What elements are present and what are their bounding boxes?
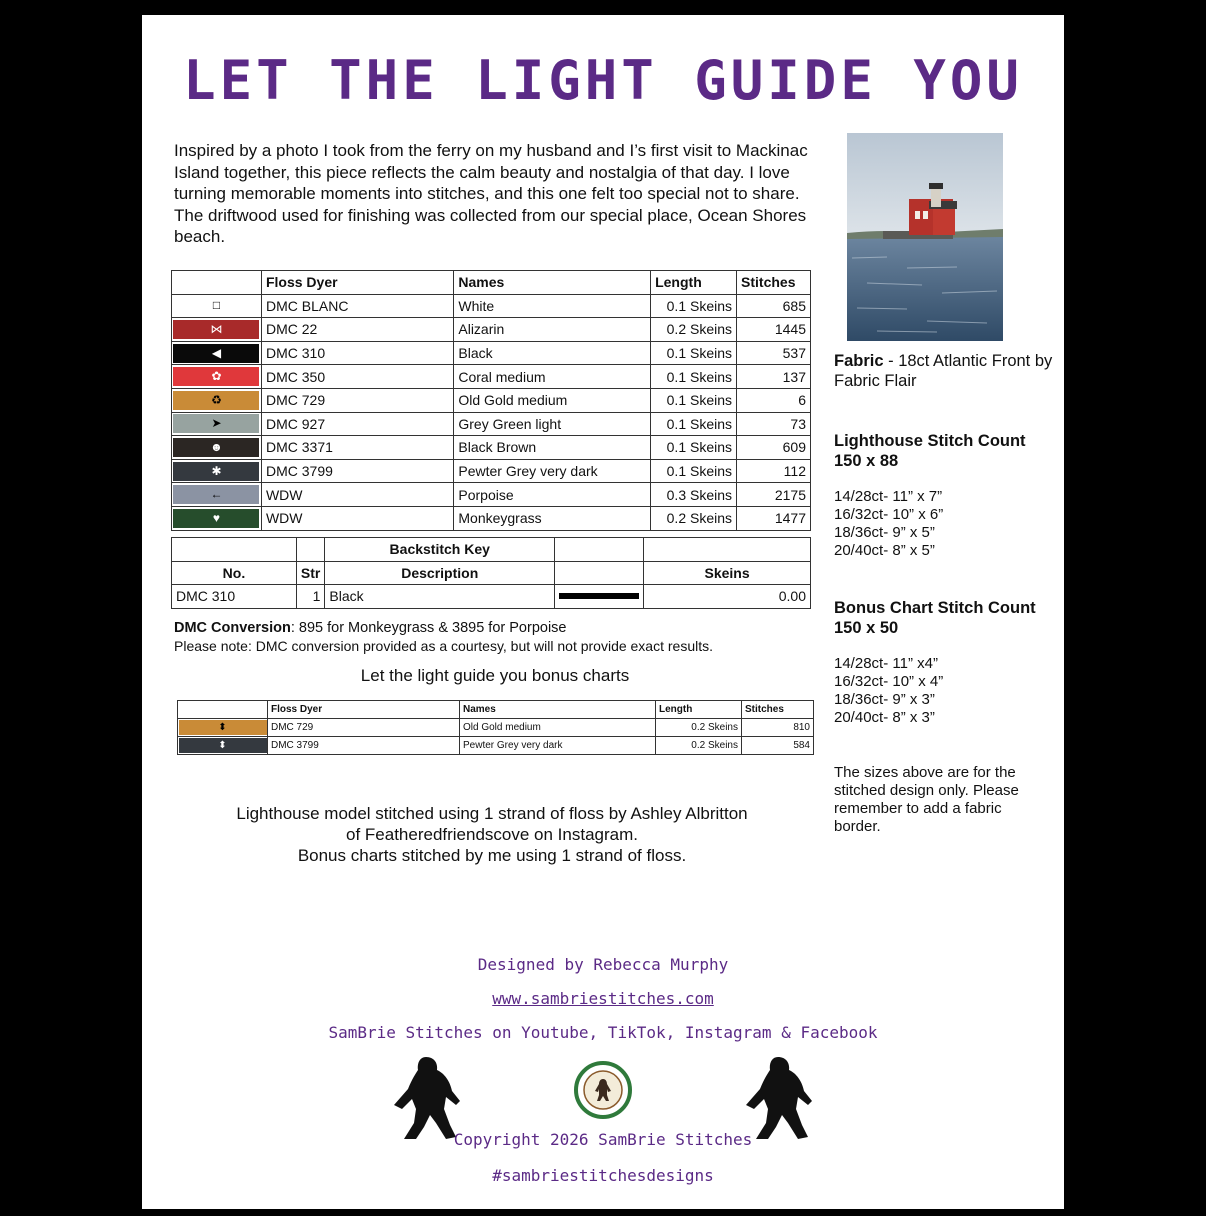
color-swatch-cell	[172, 436, 262, 460]
symbol-swatch-icon: ⋈	[173, 320, 259, 339]
header-names: Names	[454, 271, 651, 295]
cell-length: 0.1 Skeins	[651, 412, 737, 436]
cell-name: Old Gold medium	[454, 388, 651, 412]
cell-name: Old Gold medium	[460, 719, 656, 737]
bonus-header-row	[178, 701, 814, 719]
floss-body	[172, 294, 811, 530]
header-floss-dyer: Floss Dyer	[268, 701, 460, 719]
backstitch-str: 1	[296, 585, 324, 609]
size-line: 14/28ct- 11” x4”	[834, 655, 938, 672]
symbol-swatch-icon: ⬍	[179, 720, 267, 735]
cell-name: Porpoise	[454, 483, 651, 507]
cell-name: Pewter Grey very dark	[460, 737, 656, 755]
designer-line: Designed by Rebecca Murphy	[477, 955, 729, 974]
cell-length: 0.2 Skeins	[651, 506, 737, 530]
bonus-sizes	[834, 655, 1059, 727]
sizes-note: The sizes above are for the stitched design only. Please remember to add a fabric border.	[834, 764, 1019, 835]
cell-stitches: 685	[737, 294, 811, 318]
color-swatch-cell	[178, 719, 268, 737]
cell-stitches: 537	[737, 341, 811, 365]
floss-row	[172, 506, 811, 530]
cell-dyer: DMC 350	[261, 365, 453, 389]
lighthouse-count: 150 x 88	[834, 452, 899, 470]
size-line: 16/32ct- 10” x 6”	[834, 506, 944, 523]
cell-dyer: WDW	[261, 506, 453, 530]
credit-line: Lighthouse model stitched using 1 strand of floss by Ashley Albritton	[236, 804, 748, 823]
floss-row	[172, 318, 811, 342]
floss-row	[172, 365, 811, 389]
lighthouse-heading: Lighthouse Stitch Count	[834, 432, 1026, 450]
lighthouse-sizes	[834, 488, 1059, 560]
fabric-info	[834, 351, 1059, 391]
header-floss-dyer: Floss Dyer	[261, 271, 453, 295]
cell-name: Black	[454, 341, 651, 365]
symbol-swatch-icon: □	[173, 296, 259, 315]
size-line: 16/32ct- 10” x 4”	[834, 673, 944, 690]
header-stitches: Stitches	[742, 701, 814, 719]
backstitch-row	[172, 585, 811, 609]
symbol-swatch-icon: ⬍	[179, 738, 267, 753]
cell-length: 0.1 Skeins	[651, 436, 737, 460]
cell-stitches: 2175	[737, 483, 811, 507]
color-swatch-cell	[178, 737, 268, 755]
bonus-count-block	[834, 598, 1059, 638]
header-names: Names	[460, 701, 656, 719]
backstitch-no: DMC 310	[172, 585, 297, 609]
symbol-swatch-icon: ♥	[173, 509, 259, 528]
cell-stitches: 1445	[737, 318, 811, 342]
symbol-swatch-icon: ←	[173, 485, 259, 504]
intro-paragraph: Inspired by a photo I took from the ferry on my husband and I’s first visit to Mackinac Island together, this piece reflects the calm beauty and nostalgia of that day. I love turning memorable moments into stitches, and this one felt too special not to share. The driftwood used for finishing was collected from our special place, Ocean Shores beach.	[174, 141, 808, 246]
floss-table	[171, 270, 811, 531]
cell-dyer: DMC 729	[268, 719, 460, 737]
header-no: No.	[172, 561, 297, 585]
cell-name: White	[454, 294, 651, 318]
symbol-swatch-icon: ✿	[173, 367, 259, 386]
dmc-conversion	[174, 619, 834, 655]
conversion-note: Please note: DMC conversion provided as a courtesy, but will not provide exact results.	[174, 638, 713, 654]
bonus-heading: Bonus Chart Stitch Count	[834, 599, 1036, 617]
floss-row	[178, 719, 814, 737]
header-length: Length	[656, 701, 742, 719]
floss-row	[172, 388, 811, 412]
stitch-credits	[142, 803, 842, 866]
conversion-label: DMC Conversion	[174, 620, 291, 636]
backstitch-header-row	[172, 561, 811, 585]
cell-name: Pewter Grey very dark	[454, 459, 651, 483]
credit-line: of Featheredfriendscove on Instagram.	[346, 825, 638, 844]
website-link[interactable]: www.sambriestitches.com	[492, 989, 714, 1008]
size-line: 20/40ct- 8” x 3”	[834, 709, 935, 726]
cell-name: Monkeygrass	[454, 506, 651, 530]
cell-dyer: DMC 310	[261, 341, 453, 365]
cell-length: 0.2 Skeins	[656, 737, 742, 755]
header-skeins: Skeins	[644, 561, 811, 585]
conversion-text: : 895 for Monkeygrass & 3895 for Porpoise	[290, 620, 567, 636]
cell-stitches: 73	[737, 412, 811, 436]
cell-dyer: DMC BLANC	[261, 294, 453, 318]
header-str: Str	[296, 561, 324, 585]
header-stitches: Stitches	[737, 271, 811, 295]
backstitch-desc: Black	[325, 585, 555, 609]
bonus-body	[178, 719, 814, 755]
size-line: 20/40ct- 8” x 5”	[834, 542, 935, 559]
cell-dyer: DMC 927	[261, 412, 453, 436]
cell-stitches: 137	[737, 365, 811, 389]
cell-name: Coral medium	[454, 365, 651, 389]
symbol-swatch-icon: ♻	[173, 391, 259, 410]
cell-length: 0.2 Skeins	[651, 318, 737, 342]
symbol-swatch-icon: ➤	[173, 414, 259, 433]
cell-length: 0.2 Skeins	[656, 719, 742, 737]
size-line: 18/36ct- 9” x 5”	[834, 524, 935, 541]
header-symbol	[172, 271, 262, 295]
fabric-label: Fabric	[834, 352, 884, 370]
sambrie-logo	[574, 1061, 632, 1119]
lighthouse-count-block	[834, 431, 1059, 471]
color-swatch-cell	[172, 294, 262, 318]
cell-length: 0.3 Skeins	[651, 483, 737, 507]
header-symbol	[178, 701, 268, 719]
size-line: 14/28ct- 11” x 7”	[834, 488, 943, 505]
cell-length: 0.1 Skeins	[651, 388, 737, 412]
floss-row	[172, 459, 811, 483]
cell-length: 0.1 Skeins	[651, 459, 737, 483]
credit-line: Bonus charts stitched by me using 1 strand of floss.	[297, 846, 687, 865]
cell-length: 0.1 Skeins	[651, 341, 737, 365]
color-swatch-cell	[172, 459, 262, 483]
floss-row	[172, 294, 811, 318]
cell-dyer: DMC 3371	[261, 436, 453, 460]
cell-stitches: 584	[742, 737, 814, 755]
cell-dyer: DMC 22	[261, 318, 453, 342]
cell-dyer: DMC 729	[261, 388, 453, 412]
floss-row	[172, 412, 811, 436]
lighthouse-photo	[847, 133, 1003, 341]
size-line: 18/36ct- 9” x 3”	[834, 691, 935, 708]
cell-stitches: 1477	[737, 506, 811, 530]
header-length: Length	[651, 271, 737, 295]
bonus-title: Let the light guide you bonus charts	[360, 666, 630, 685]
cell-dyer: DMC 3799	[261, 459, 453, 483]
cell-length: 0.1 Skeins	[651, 365, 737, 389]
hashtag-line: #sambriestitchesdesigns	[492, 1166, 714, 1185]
backstitch-skeins: 0.00	[644, 585, 811, 609]
floss-header-row	[172, 271, 811, 295]
page-title: LET THE LIGHT GUIDE YOU	[183, 49, 1023, 112]
floss-row	[178, 737, 814, 755]
color-swatch-cell	[172, 318, 262, 342]
pattern-page	[142, 15, 1064, 1209]
symbol-swatch-icon: ◀	[173, 344, 259, 363]
header-description: Description	[325, 561, 555, 585]
backstitch-title: Backstitch Key	[325, 538, 555, 562]
floss-row	[172, 436, 811, 460]
backstitch-line-swatch	[559, 593, 639, 599]
color-swatch-cell	[172, 388, 262, 412]
color-swatch-cell	[172, 412, 262, 436]
color-swatch-cell	[172, 365, 262, 389]
cell-name: Grey Green light	[454, 412, 651, 436]
backstitch-table	[171, 537, 811, 609]
cell-name: Alizarin	[454, 318, 651, 342]
cell-stitches: 609	[737, 436, 811, 460]
color-swatch-cell	[172, 483, 262, 507]
backstitch-title-row	[172, 538, 811, 562]
cell-dyer: DMC 3799	[268, 737, 460, 755]
copyright-line: Copyright 2026 SamBrie Stitches	[453, 1130, 753, 1149]
symbol-swatch-icon: ✱	[173, 462, 259, 481]
cell-stitches: 6	[737, 388, 811, 412]
cell-length: 0.1 Skeins	[651, 294, 737, 318]
symbol-swatch-icon: ☻	[173, 438, 259, 457]
social-line: SamBrie Stitches on Youtube, TikTok, Instagram & Facebook	[328, 1023, 878, 1042]
color-swatch-cell	[172, 341, 262, 365]
cell-stitches: 810	[742, 719, 814, 737]
floss-row	[172, 341, 811, 365]
cell-name: Black Brown	[454, 436, 651, 460]
color-swatch-cell	[172, 506, 262, 530]
fabric-text: - 18ct Atlantic Front by Fabric Flair	[834, 352, 1053, 390]
bonus-count: 150 x 50	[834, 619, 899, 637]
bonus-table	[177, 700, 814, 755]
cell-dyer: WDW	[261, 483, 453, 507]
floss-row	[172, 483, 811, 507]
cell-stitches: 112	[737, 459, 811, 483]
